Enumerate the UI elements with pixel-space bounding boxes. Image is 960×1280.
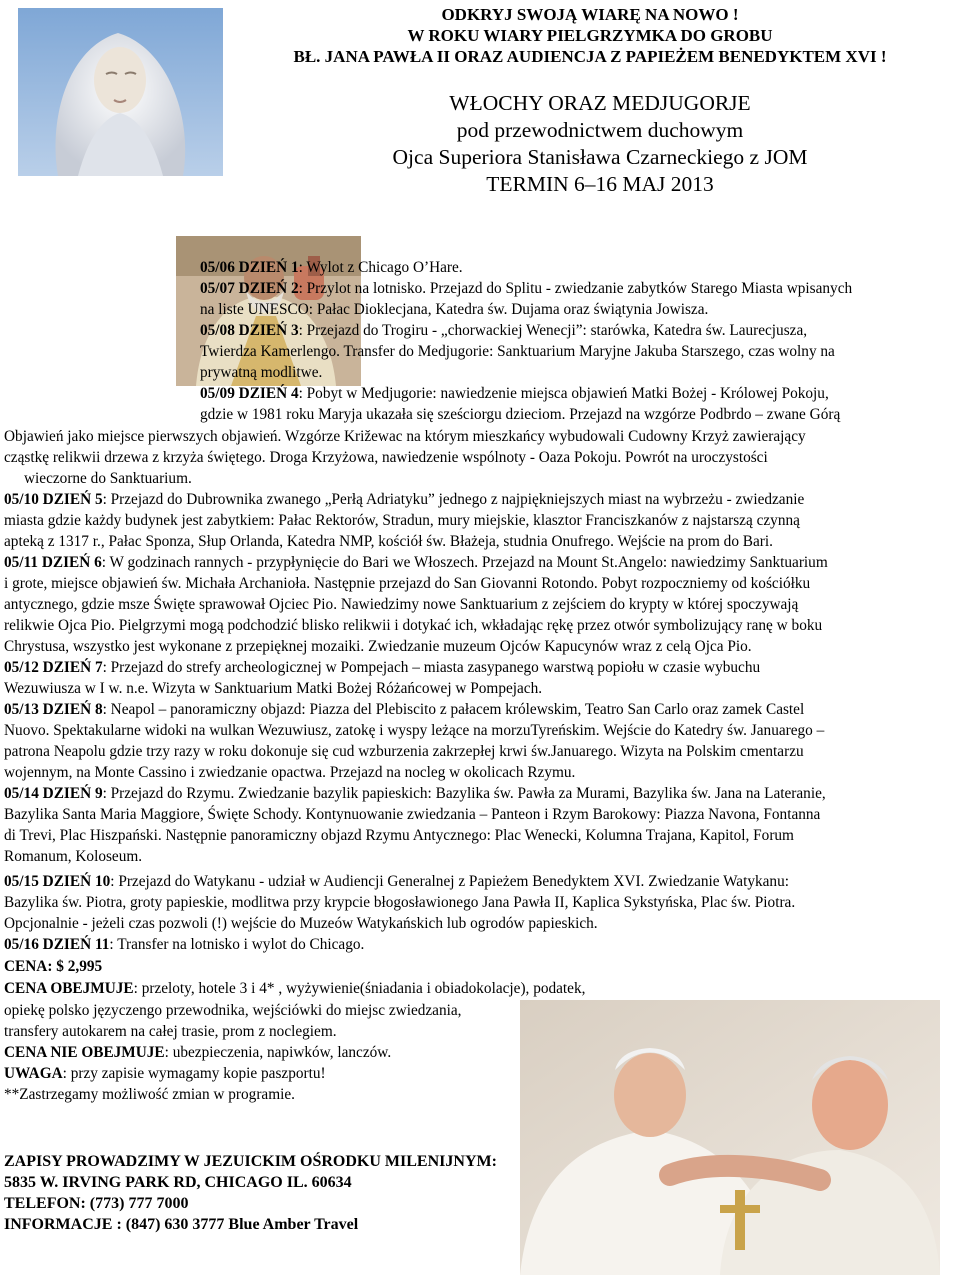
itinerary-line — [4, 826, 794, 846]
title-line: Ojca Superiora Stanisława Czarneckiego z JOM — [392, 145, 808, 169]
itinerary-text: apteką z 1317 r., Pałac Sponza, Słup Orlanda, Katedra NMP, kościół św. Błażeja, studnia Onufrego. Wejście na prom do Bari. — [4, 533, 773, 550]
itinerary-label: 05/13 DZIEŃ 8 — [4, 701, 103, 718]
price-text: : ubezpieczenia, napiwków, lanczów. — [164, 1044, 392, 1061]
itinerary-label: 05/07 DZIEŃ 2 — [200, 280, 299, 297]
itinerary-label: 05/09 DZIEŃ 4 — [200, 385, 299, 402]
itinerary-text: : W godzinach rannych - przypłynięcie do Bari we Włoszech. Przejazd na Mount St.Angelo: nawiedzimy Sanktuarium — [101, 554, 828, 571]
itinerary-label: 05/10 DZIEŃ 5 — [4, 491, 103, 508]
itinerary-line — [4, 742, 804, 762]
itinerary-text: Opcjonalnie - jeżeli czas pozwoli (!) wejście do Muzeów Watykańskich lub ogrodów papieskich. — [4, 915, 598, 932]
itinerary-text: : Przejazd do Rzymu. Zwiedzanie bazylik papieskich: Bazylika św. Pawła za Murami, Bazylika św. Jana na Lateranie, — [102, 785, 826, 802]
itinerary-line — [4, 700, 804, 720]
itinerary-line — [200, 258, 463, 278]
itinerary-line — [4, 448, 768, 468]
itinerary-line — [4, 935, 364, 955]
itinerary-line — [4, 616, 822, 636]
itinerary-text: patrona Neapolu gdzie trzy razy w roku dokonuje się cud wzburzenia zakrzepłej krwi św.Januarego. Wizyta na Polskim cmentarzu — [4, 743, 804, 760]
itinerary-text: : Transfer na lotnisko i wylot do Chicago. — [109, 936, 365, 953]
itinerary-text: Wezuwiusza w I w. n.e. Wizyta w Sanktuarium Matki Bożej Różańcowej w Pompejach. — [4, 680, 543, 697]
itinerary-line — [200, 384, 829, 404]
itinerary-text: Twierdza Kamerlengo. Transfer do Medjugorie: Sanktuarium Maryjne Jakuba Starszego, czas wolny na — [200, 343, 835, 360]
madonna-statue-photo — [18, 8, 223, 176]
itinerary-text: gdzie w 1981 roku Maryja ukazała się sześciorgu dzieciom. Przejazd na wzgórze Podbrdo – zwane Górą — [200, 406, 841, 423]
itinerary-text: : Przylot na lotnisko. Przejazd do Splitu - zwiedzanie zabytków Starego Miasta wpisanych — [298, 280, 853, 297]
itinerary-line — [4, 763, 575, 783]
itinerary-text: i grote, miejsce objawień św. Michała Archanioła. Następnie przejazd do San Giovanni Rotondo. Pobyt rozpoczniemy od kościółku — [4, 575, 811, 592]
price-line — [4, 1064, 326, 1084]
itinerary-text: miasta gdzie każdy budynek jest zabytkiem: Pałac Rektorów, Stradun, mury miejskie, klasztor Franciszkanów z najstarszą czynną — [4, 512, 800, 529]
itinerary-text: : Pobyt w Medjugorie: nawiedzenie miejsca objawień Matki Bożej - Królowej Pokoju, — [298, 385, 829, 402]
contact-line: ZAPISY PROWADZIMY W JEZUICKIM OŚRODKU MILENIJNYM: — [4, 1153, 497, 1170]
itinerary-line — [200, 321, 807, 341]
price-line — [4, 1022, 337, 1042]
contact-line: 5835 W. IRVING PARK RD, CHICAGO IL. 60634 — [4, 1174, 352, 1191]
price-label: UWAGA — [4, 1065, 63, 1082]
itinerary-line — [4, 637, 752, 657]
itinerary-line — [4, 805, 820, 825]
itinerary-text: Romanum, Koloseum. — [4, 848, 143, 865]
itinerary-text: na liste UNESCO: Pałac Dioklecjana, Katedra św. Dujama oraz świątynia Jowisza. — [200, 301, 709, 318]
price-line — [4, 1043, 391, 1063]
itinerary-text: Bazylika Santa Maria Maggiore, Święte Schody. Kontynuowanie zwiedzania – Panteon i Rzym Barokowy: Piazza Navona, Fontanna — [4, 806, 821, 823]
itinerary-line — [4, 595, 798, 615]
itinerary-label: 05/12 DZIEŃ 7 — [4, 659, 103, 676]
itinerary-text: Objawień jako miejsce pierwszych objawień. Wzgórze Križewac na którym mieszkańcy wybudowali Cudowny Krzyż zawierający — [4, 428, 806, 445]
itinerary-line — [4, 784, 826, 804]
itinerary-line — [4, 553, 828, 573]
itinerary-text: : Neapol – panoramiczny objazd: Piazza del Plebiscito z pałacem królewskim, Teatro San Carlo oraz zamek Castel — [102, 701, 805, 718]
itinerary-label: 05/16 DZIEŃ 11 — [4, 936, 110, 953]
itinerary-line — [4, 574, 810, 594]
itinerary-text: : Przejazd do Watykanu - udział w Audiencji Generalnej z Papieżem Benedyktem XVI. Zwiedzanie Watykanu: — [110, 873, 789, 890]
itinerary-line — [200, 300, 708, 320]
itinerary-line — [200, 405, 840, 425]
popes-embrace-photo — [520, 1000, 940, 1275]
itinerary-line — [4, 679, 542, 699]
itinerary-line — [200, 363, 322, 383]
itinerary-text: Nuovo. Spektakularne widoki na wulkan Wezuwiusz, zatokę i wyspy leżące na morzuTyreńskim. Wejście do Katedry św. Januarego – — [4, 722, 825, 739]
itinerary-text: wojennym, na Monte Cassino i zwiedzanie opactwa. Przejazd na nocleg w okolicach Rzymu. — [4, 764, 576, 781]
price-label: CENA: $ 2,995 — [4, 958, 103, 975]
itinerary-line — [4, 532, 773, 552]
itinerary-text: : Przejazd do strefy archeologicznej w Pompejach – miasta zasypanego warstwą popiołu w czasie wybuchu — [102, 659, 761, 676]
itinerary-text: relikwie Ojca Pio. Pielgrzymi mogą podchodzić blisko relikwii i dotykać ich, wkładając rękę przez otwór symbolizujący ranę w boku — [4, 617, 823, 634]
itinerary-line — [4, 721, 824, 741]
price-line — [4, 979, 585, 999]
itinerary-text: di Trevi, Plac Hiszpański. Następnie panoramiczny objazd Rzymu Antycznego: Plac Wenecki, Kolumna Trajana, Kapitol, Forum — [4, 827, 794, 844]
price-text: opiekę polsko języczengo przewodnika, wejściówki do miejsc zwiedzania, — [4, 1002, 462, 1019]
price-line — [4, 1085, 295, 1105]
itinerary-line — [4, 914, 598, 934]
itinerary-line — [4, 658, 760, 678]
itinerary-line — [4, 893, 795, 913]
itinerary-text: Chrystusa, wszystko jest wykonane z przepięknej mozaiki. Zwiedzanie muzeum Ojców Kapucynów wraz z celą Ojca Pio. — [4, 638, 752, 655]
header — [230, 4, 950, 67]
itinerary-line — [4, 427, 806, 447]
itinerary-text: : Wylot z Chicago O’Hare. — [298, 259, 463, 276]
itinerary-line — [200, 342, 835, 362]
itinerary-label: 05/15 DZIEŃ 10 — [4, 873, 111, 890]
itinerary-line — [24, 469, 192, 489]
itinerary-label: 05/08 DZIEŃ 3 — [200, 322, 299, 339]
price-text: : przeloty, hotele 3 i 4* , wyżywienie(śniadania i obiadokolacje), podatek, — [133, 980, 586, 997]
title-line: WŁOCHY ORAZ MEDJUGORJE — [449, 91, 751, 115]
itinerary-line — [4, 872, 789, 892]
contact-line: INFORMACJE : (847) 630 3777 Blue Amber Travel — [4, 1216, 359, 1233]
itinerary-label: 05/11 DZIEŃ 6 — [4, 554, 102, 571]
itinerary-label: 05/06 DZIEŃ 1 — [200, 259, 299, 276]
header-line: W ROKU WIARY PIELGRZYMKA DO GROBU — [407, 26, 773, 45]
itinerary-line — [4, 490, 804, 510]
price-text: transfery autokarem na całej trasie, prom z noclegiem. — [4, 1023, 337, 1040]
header-line: ODKRYJ SWOJĄ WIARĘ NA NOWO ! — [441, 5, 739, 24]
price-label: CENA OBEJMUJE — [4, 980, 134, 997]
itinerary-text: cząstkę relikwii drzewa z krzyża świętego. Droga Krzyżowa, nawiedzenie wspólnoty - Oaza Pokoju. Powrót na uroczystości — [4, 449, 768, 466]
title-line: pod przewodnictwem duchowym — [456, 118, 744, 142]
itinerary-line — [200, 279, 852, 299]
price-line — [4, 1001, 461, 1021]
itinerary-text: prywatną modlitwe. — [200, 364, 323, 381]
itinerary-text: antycznego, gdzie msze Święte sprawował Ojciec Pio. Nawiedzimy nowe Sanktuarium z zejściem do krypty w której spoczywają — [4, 596, 799, 613]
title-line: TERMIN 6–16 MAJ 2013 — [486, 172, 714, 196]
itinerary-label: 05/14 DZIEŃ 9 — [4, 785, 103, 802]
itinerary-text: Bazylika św. Piotra, groty papieskie, modlitwa przy krypcie błogosławionego Jana Pawła II, Kaplica Sykstyńska, Plac św. Piotra. — [4, 894, 796, 911]
price-line — [4, 957, 102, 977]
trip-title — [300, 90, 900, 198]
price-text: **Zastrzegamy możliwość zmian w programie. — [4, 1086, 295, 1103]
contact-line: TELEFON: (773) 777 7000 — [4, 1195, 189, 1212]
itinerary-line — [4, 511, 800, 531]
price-label: CENA NIE OBEJMUJE — [4, 1044, 165, 1061]
itinerary-line — [4, 847, 142, 867]
itinerary-text: : Przejazd do Trogiru - „chorwackiej Wenecji”: starówka, Katedra św. Laurecjusza, — [298, 322, 808, 339]
price-text: : przy zapisie wymagamy kopie paszportu! — [62, 1065, 326, 1082]
header-line: BŁ. JANA PAWŁA II ORAZ AUDIENCJA Z PAPIEŻEM BENEDYKTEM XVI ! — [293, 47, 887, 66]
itinerary-text: : Przejazd do Dubrownika zwanego „Perłą Adriatyku” jednego z najpiękniejszych miast na wybrzeżu - zwiedzanie — [102, 491, 805, 508]
itinerary-text: wieczorne do Sanktuarium. — [24, 470, 192, 487]
